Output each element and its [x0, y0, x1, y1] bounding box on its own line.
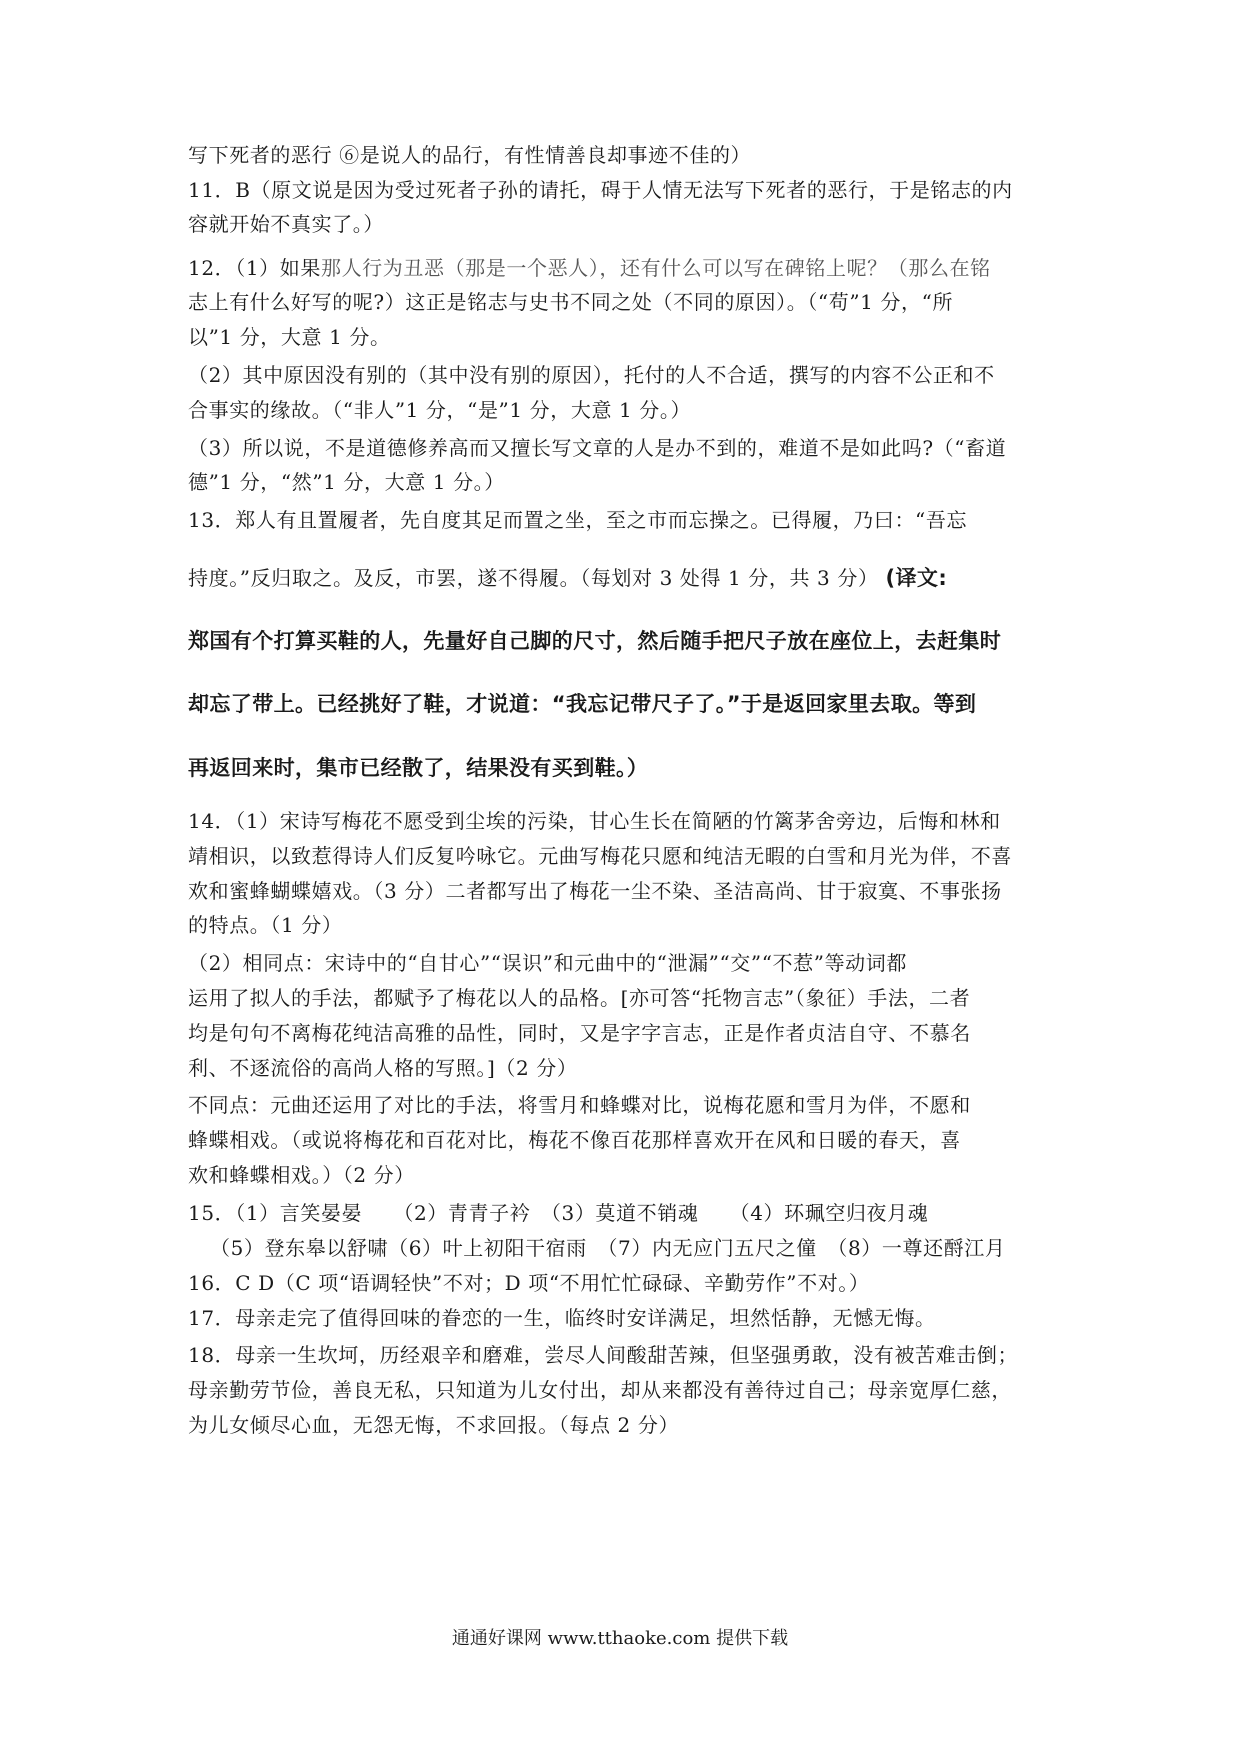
text-line: 运用了拟人的手法，都赋予了梅花以人的品格。[亦可答“托物言志”（象征）手法，二者 [188, 986, 971, 1010]
text-line: 欢和蜂蝶相戏。）（2 分） [188, 1163, 415, 1187]
text-line [188, 563, 1058, 593]
text-line: 为儿女倾尽心血，无怨无悔，不求回报。（每点 2 分） [188, 1413, 680, 1437]
answer-16: 16．C D（C 项“语调轻快”不对；D 项“不用忙忙碌碌、辛勤劳作”不对。） [188, 1271, 870, 1295]
text-line: 欢和蜜蜂蝴蝶嬉戏。（3 分）二者都写出了梅花一尘不染、圣洁高尚、甘于寂寞、不事张扬 [188, 879, 1002, 903]
text-line: 母亲勤劳节俭，善良无私，只知道为儿女付出，却从来都没有善待过自己；母亲宽厚仁慈， [188, 1378, 1012, 1402]
text-line: 志上有什么好写的呢?）这正是铭志与史书不同之处（不同的原因）。（“苟”1 分，“所 [188, 290, 954, 314]
answer-12 [188, 253, 1058, 283]
text-line: （2）其中原因没有别的（其中没有别的原因），托付的人不合适，撰写的内容不公正和不 [188, 363, 995, 387]
text-line: 德”1 分，“然”1 分，大意 1 分。） [188, 470, 505, 494]
answer-13-text: 持度。”反归取之。及反，市罢，遂不得履。（每划对 3 处得 1 分，共 3 分） [188, 566, 879, 590]
text-line: 合事实的缘故。（“非人”1 分，“是”1 分，大意 1 分。） [188, 398, 692, 422]
text-line: 蜂蝶相戏。（或说将梅花和百花对比，梅花不像百花那样喜欢开在风和日暖的春天，喜 [188, 1128, 961, 1152]
text-line: 的特点。（1 分） [188, 913, 343, 937]
answer-17: 17．母亲走完了值得回味的眷恋的一生，临终时安详满足，坦然恬静，无憾无悔。 [188, 1306, 936, 1330]
text-line: 利、不逐流俗的高尚人格的写照。]（2 分） [188, 1056, 578, 1080]
text-line: 容就开始不真实了。） [188, 212, 384, 236]
text-line: 以”1 分，大意 1 分。 [188, 325, 391, 349]
text-line: 不同点：元曲还运用了对比的手法，将雪月和蜂蝶对比，说梅花愿和雪月为伴，不愿和 [188, 1093, 971, 1117]
answer-15: 15．（1）言笑晏晏 （2）青青子衿 （3）莫道不销魂 （4）环珮空归夜月魂 [188, 1201, 929, 1225]
page-footer: 通通好课网 www.tthaoke.com 提供下载 [451, 1628, 789, 1649]
answer-18: 18．母亲一生坎坷，历经艰辛和磨难，尝尽人间酸甜苦辣，但坚强勇敢，没有被苦难击倒； [188, 1343, 1019, 1367]
translation-line: 却忘了带上。已经挑好了鞋，才说道：“我忘记带尺子了。”于是返回家里去取。等到 [188, 692, 977, 716]
translation-line: 郑国有个打算买鞋的人，先量好自己脚的尺寸，然后随手把尺子放在座位上，去赶集时 [188, 629, 1002, 653]
answer-12-label: 12．（1）如果 [188, 256, 321, 280]
text-line: （2）相同点：宋诗中的“自甘心”“误识”和元曲中的“泄漏”“交”“不惹”等动词都 [188, 951, 907, 975]
answer-11: 11．B（原文说是因为受过死者子孙的请托，碍于人情无法写下死者的恶行，于是铭志的内 [188, 178, 1013, 202]
text-line: 写下死者的恶行 ⑥是说人的品行，有性情善良却事迹不佳的） [188, 143, 752, 167]
translation-label: (译文: [885, 566, 948, 590]
text-line: 均是句句不离梅花纯洁高雅的品性，同时，又是字字言志，正是作者贞洁自守、不慕名 [188, 1021, 971, 1045]
text-line: （5）登东皋以舒啸（6）叶上初阳干宿雨 （7）内无应门五尺之僮 （8）一尊还酹江月 [210, 1236, 1006, 1260]
answer-13: 13．郑人有且置履者，先自度其足而置之坐，至之市而忘操之。已得履，乃曰：“吾忘 [188, 508, 968, 532]
text-line: 靖相识，以致惹得诗人们反复吟咏它。元曲写梅花只愿和纯洁无暇的白雪和月光为伴，不喜 [188, 844, 1012, 868]
answer-12-translation: 那人行为丑恶（那是一个恶人），还有什么可以写在碑铭上呢？（那么在铭 [320, 256, 991, 280]
answer-14: 14．（1）宋诗写梅花不愿受到尘埃的污染，甘心生长在简陋的竹篱茅舍旁边，后悔和林和 [188, 809, 1001, 833]
text-line: （3）所以说，不是道德修养高而又擅长写文章的人是办不到的，难道不是如此吗?（“畜道 [188, 436, 1007, 460]
translation-line: 再返回来时，集市已经散了，结果没有买到鞋。） [188, 756, 649, 780]
